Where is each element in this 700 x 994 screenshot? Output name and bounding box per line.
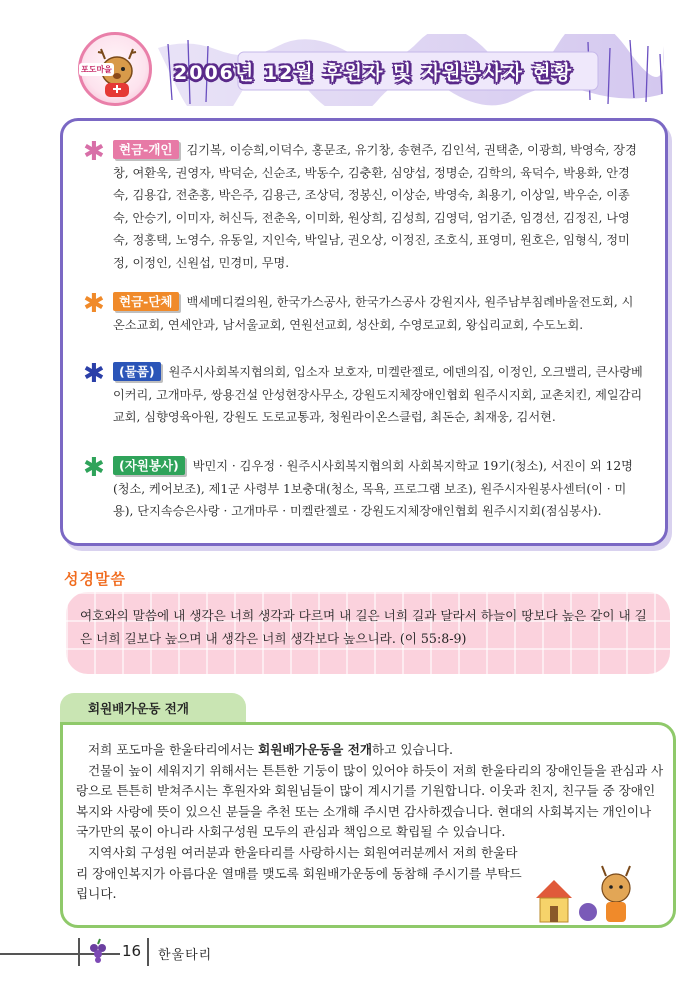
grape-icon [86,938,110,964]
section-text: 원주시사회복지협의회, 입소자 보호자, 미켈란젤로, 에덴의집, 이정인, 오크밸리, 큰사랑베이커리, 고개마루, 쌍용건설 안성현장사무소, 강원도지체장애인협회 원주시지회, 교촌치킨, 제일감리교회, 심향영육아원, 강원도 도로교통과, 청원라이온스클럽, 최돈순, 최재웅, 김서현. [113,365,643,425]
campaign-paragraph-2: 건물이 높이 세워지기 위해서는 튼튼한 기둥이 많이 있어야 하듯이 저희 한울타리의 장애인들을 관심과 사랑으로 튼튼히 받쳐주시는 후원자와 회원님들이 많이 계시기를 기원합니다. 이웃과 친지, 친구들 중 장애인복지와 사랑에 뜻이 있으신 분들을 추천 또는 소개해 주시면 감사하겠습니다. 현대의 사회복지는 개인이나 국가만의 몫이 아니라 사회구성원 모두의 관심과 책임으로 확립될 수 있습니다. [76,762,664,840]
logo-text: 포도마을 [81,65,112,74]
section-cash-group [113,291,643,336]
section-volunteer [113,455,643,523]
star-icon: ✱ [83,359,105,389]
page-header [70,30,670,122]
section-tag: 현금-단체 [113,292,179,311]
section-tag: (자원봉사) [113,456,185,475]
section-text: 백세메디컬의원, 한국가스공사, 한국가스공사 강원지사, 원주남부침례바울전도회, 시온소교회, 연세안과, 남서울교회, 연원선교회, 성산회, 수영로교회, 왕십리교회, 수도노회. [113,295,634,332]
bible-quote-text: 여호와의 말씀에 내 생각은 너희 생각과 다르며 내 길은 너희 길과 달라서 하늘이 땅보다 높은 같이 내 길은 너희 길보다 높으며 내 생각은 너희 생각보다 높으니라. (이 55:8-9) [80,608,647,646]
section-goods [113,361,643,429]
donor-list-box [60,118,668,546]
section-text: 김기복, 이승희,이덕수, 홍문조, 유기창, 송현주, 김인석, 권택춘, 이광희, 박영숙, 장경창, 여환욱, 권영자, 박덕순, 신순조, 박동수, 김충환, 심양섭, 정명순, 김학의, 육덕수, 박용화, 안경숙, 김용갑, 전춘홍, 박은주, 김용근, 조상덕, 정봉신, 이상순, 박영숙, 최용기, 이상일, 박우순, 이종숙, 안승기, 이미자, 허신득, 전춘옥, 이미화, 원상희, 김성희, 김영덕, 엄기준, 임경선, 김정진, 나영숙, 정홍택, 노영수, 유동일, 지인숙, 박일남, 권오상, 이정진, 조호식, 표영미, 원호은, 임형식, 정미정, 이정인, 신원섭, 민경미, 무명. [113,143,637,270]
campaign-title: 회원배가운동 전개 [88,701,189,716]
podomaeul-logo [78,32,152,106]
star-icon: ✱ [83,137,105,167]
campaign-p1-post: 하고 있습니다. [372,742,454,757]
campaign-paragraph-3: 지역사회 구성원 여러분과 한울타리를 사랑하시는 회원여러분께서 저희 한울타리 장애인복지가 아름다운 열매를 맺도록 회원배가운동에 동참해 주시기를 부탁드립니다. [76,844,522,902]
section-text: 박민지 · 김우정 · 원주시사회복지협의회 사회복지학교 19기(청소), 서진이 외 12명(청소, 케어보조), 제1군 사령부 1보충대(청소, 목욕, 프로그램 보조), 원주시자원봉사센터(이 · 미용), 단지속승은사랑 · 고개마루 · 미켈란젤로 · 강원도지체장애인협회 원주시지회(점심봉사). [113,459,633,519]
footer-divider [78,938,80,966]
section-tag: 현금-개인 [113,140,179,159]
footer-divider [147,938,149,966]
page-title: 2006년 12월 후원자 및 자원봉사자 현황 [174,62,573,84]
publication-name: 한울타리 [158,948,213,963]
page-number: 16 [122,942,142,960]
campaign-paragraph-1 [76,740,664,761]
section-cash-individual [113,139,643,275]
campaign-p1-pre: 저희 포도마을 한울타리에서는 [88,742,259,757]
section-tag: (물품) [113,362,161,381]
campaign-p1-bold: 회원배가운동을 전개 [258,742,373,757]
star-icon: ✱ [83,453,105,483]
bible-label: 성경말씀 [64,570,126,588]
star-icon: ✱ [83,289,105,319]
mascot-house-illustration [530,858,640,928]
